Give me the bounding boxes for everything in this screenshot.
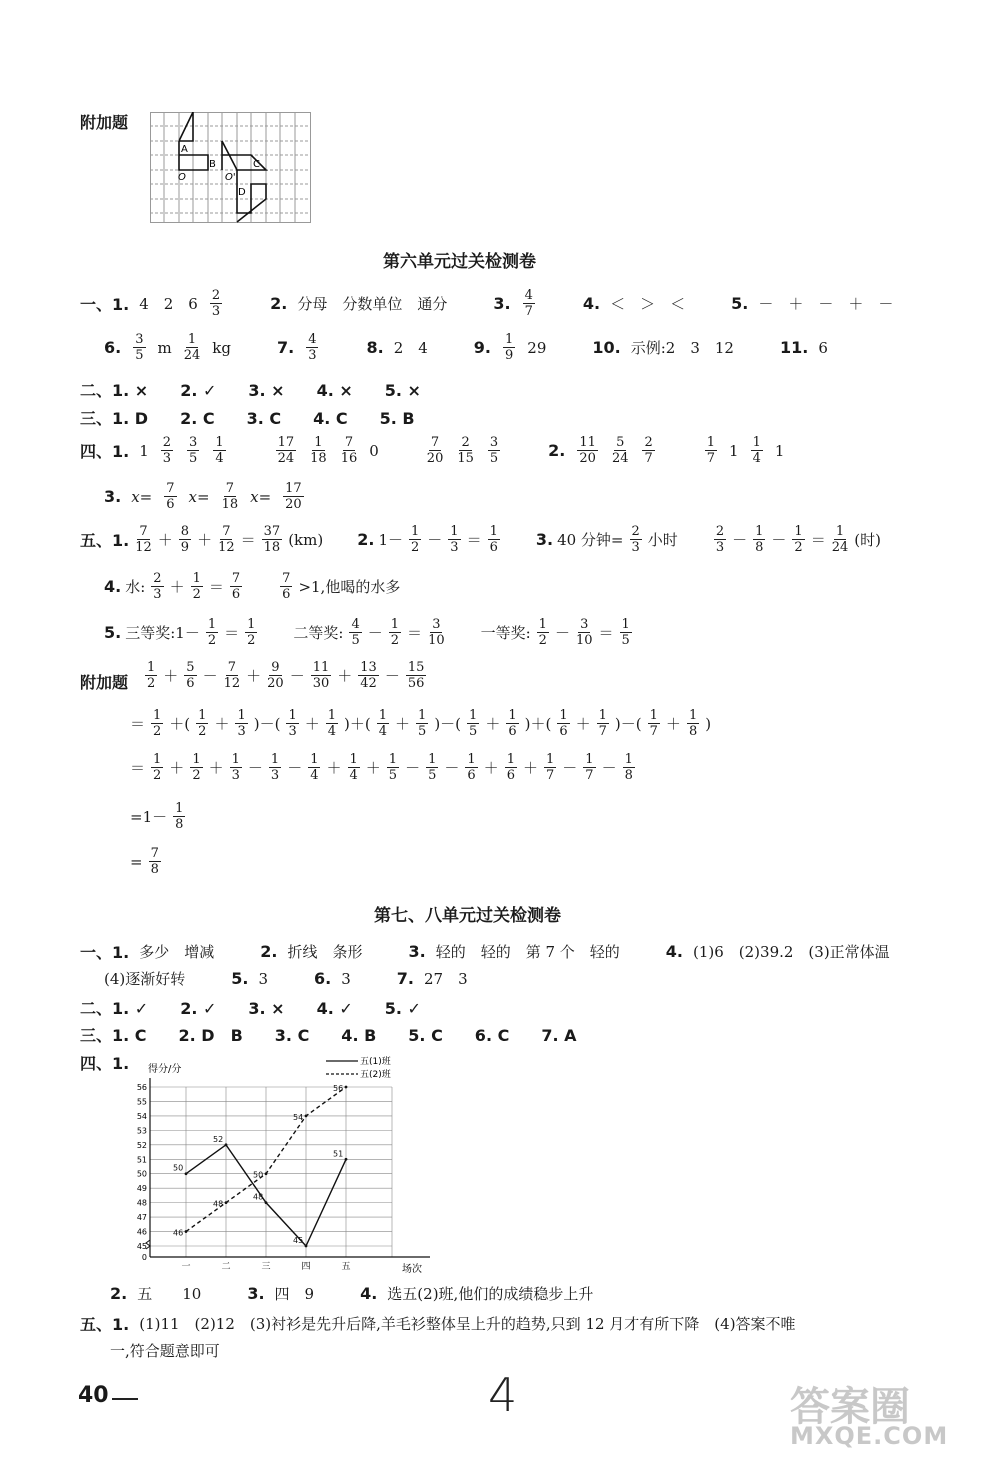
y-tick-label: 50 (136, 1169, 147, 1179)
q-number: 7. (276, 338, 295, 357)
unit6-q4-row2 (104, 481, 306, 512)
unit78-q5-row2: 一,符合题意即可 (110, 1342, 220, 1360)
fraction: $\frac{2}{3}$ (631, 524, 640, 555)
answer-text: 二等奖: (293, 624, 344, 642)
bonus2-result (130, 846, 163, 877)
x-category-label: 四 (301, 1262, 311, 1272)
fraction: 1 2 (247, 617, 256, 648)
fraction: 1 7 (585, 752, 594, 783)
fraction: $\frac{7}{18}$ (221, 481, 239, 512)
data-label: 46 (173, 1228, 184, 1238)
fraction: 1 3 (450, 524, 459, 555)
q-number: 5. (104, 623, 122, 642)
watermark-logo-text: 答案圈 (790, 1384, 910, 1430)
data-label: 52 (213, 1134, 224, 1144)
answer-text: 三等奖:1－ (125, 624, 200, 642)
y-tick-label: 56 (136, 1083, 147, 1092)
answer-text: 轻的 轻的 第 7 个 轻的 (435, 943, 620, 961)
y-tick-label: 48 (136, 1198, 147, 1208)
answer-text: 2 4 (393, 339, 428, 357)
x-category-label: 二 (221, 1262, 231, 1272)
fraction: 1 4 (349, 752, 358, 783)
fraction: 3 10 (428, 617, 445, 648)
answer-text: 3 (258, 969, 269, 988)
answer-text: (1)11 (2)12 (3)衬衫是先升后降,羊毛衫整体呈上升的趋势,只到 12 月才有所下降 (4)答案不唯 (139, 1315, 796, 1333)
fraction: 11 30 (312, 660, 330, 691)
bonus-label: 附加题 (80, 113, 129, 132)
answer-text: 40 分钟= (557, 531, 624, 549)
unit6-q2: 二、1. × 2. ✓ 3. × 4. × 5. × (80, 381, 421, 400)
bonus2-step1: ＝ 1 2 ＋( 1 2 ＋ 1 3 )－( 1 3 ＋ 1 4 )＋( 1 4 ＋ 1 5 )－( 1 5 ＋ 1 6 )＋( 1 6 ＋ 1 7 )－( 1 7 ＋ 1 8 ) (130, 708, 712, 739)
q-number: 四、1. (80, 442, 130, 461)
fraction: 1 5 (418, 708, 427, 739)
fraction: 13 42 (360, 660, 377, 691)
q-number: 4. (582, 294, 601, 313)
fraction: 1 7 (649, 708, 658, 739)
fraction: 2 7 (644, 435, 653, 466)
fraction: 15 56 (407, 660, 425, 691)
fraction: 7 12 (218, 524, 235, 555)
unit6-q1-row1 (80, 288, 893, 319)
fraction: 2 3 (211, 288, 221, 319)
answer-text: x= (131, 487, 153, 506)
fraction: 1 5 (469, 708, 478, 739)
answer-text: 多少 增减 (139, 943, 215, 961)
transform-grid-figure (150, 112, 312, 224)
q-number: 2. (110, 1284, 128, 1303)
data-point (185, 1172, 188, 1175)
unit6-q5-row2: 4. 水: 2 3 ＋ 1 2 ＝ 7 6 7 6 >1,他喝的水多 (104, 571, 401, 602)
unit78-q2: 二、1. ✓ 2. ✓ 3. × 4. ✓ 5. ✓ (80, 999, 421, 1018)
fraction: 7 20 (426, 435, 444, 466)
fraction: 7 6 (231, 571, 241, 602)
answer-text: 1 (729, 441, 739, 460)
fraction: 1 8 (624, 752, 633, 783)
fraction: 9 20 (267, 660, 284, 691)
fraction: 1 6 (506, 752, 515, 783)
fraction: 1 3 (288, 708, 297, 739)
y-tick-label: 49 (136, 1184, 147, 1194)
q-number: 7. (396, 969, 414, 988)
y-tick-label: 52 (136, 1140, 147, 1150)
unit-text: (km) (288, 530, 324, 549)
unit78-q1-row2 (104, 968, 468, 989)
answer-text: 6 (818, 338, 828, 357)
data-point (345, 1158, 348, 1161)
data-point (305, 1245, 308, 1248)
fraction: 7 16 (340, 435, 358, 466)
fraction: $\frac{7}{8}$ (150, 846, 159, 877)
unit6-q3: 三、1. D 2. C 3. C 4. C 5. B (80, 409, 415, 428)
page-number: 40 (78, 1383, 109, 1408)
fraction: 2 15 (457, 435, 474, 466)
grid-letter-o: O (178, 172, 186, 183)
bonus2-label: 附加题 (80, 673, 129, 692)
answer-text: 29 (527, 338, 547, 357)
answer-text: 水: (125, 578, 146, 596)
data-label: 50 (173, 1163, 184, 1173)
fraction: 5 6 (186, 660, 195, 691)
answer-text: 折线 条形 (287, 943, 363, 961)
q-number: 4. (104, 577, 122, 596)
fraction: 2 3 (715, 524, 725, 555)
y-tick-label: 55 (136, 1097, 147, 1107)
fraction: 1 8 (175, 801, 184, 832)
watermark-url-text: MXQE.COM (790, 1422, 949, 1450)
q-number: 五、1. (80, 531, 130, 550)
fraction: 1 2 (410, 524, 420, 555)
answer-text: 4 2 6 (139, 295, 198, 313)
data-label: 48 (213, 1199, 224, 1209)
answer-text: 1 (774, 441, 785, 460)
answer-text: 选五(2)班,他们的成绩稳步上升 (387, 1285, 594, 1303)
q-number: 3. (247, 1284, 265, 1303)
fraction: 1 3 (270, 752, 280, 783)
fraction: 7 12 (223, 660, 241, 691)
fraction: 1 4 (378, 708, 388, 739)
fraction: 3 5 (489, 435, 499, 466)
fraction: 7 6 (282, 571, 291, 602)
y-tick-label: 46 (136, 1227, 147, 1237)
answer-text: x= (188, 487, 210, 506)
fraction: 8 9 (180, 524, 190, 555)
answer-text: x= (250, 487, 272, 506)
q-number: 8. (366, 338, 384, 357)
unit6-title: 第六单元过关检测卷 (383, 252, 536, 272)
fraction: 2 3 (162, 435, 172, 466)
legend-series-2: 五(2)班 (360, 1070, 391, 1080)
fraction: 1 6 (508, 708, 517, 739)
q-number: 5. (231, 969, 249, 988)
fraction: 1 7 (598, 708, 607, 739)
answer-text: 0 (369, 441, 379, 460)
x-category-label: 一 (181, 1262, 191, 1272)
q-number: 3. (535, 530, 554, 549)
x-axis-label: 场次 (402, 1264, 422, 1275)
fraction: $\frac{7}{6}$ (166, 481, 175, 512)
q-number: 11. (779, 338, 809, 357)
fraction: 1 7 (706, 435, 716, 466)
answer-text: 一等奖: (480, 624, 531, 642)
fraction: 1 4 (327, 708, 337, 739)
unit78-q4-label: 四、1. (80, 1054, 130, 1073)
y-tick-label: 51 (136, 1155, 147, 1165)
unit-text: (时) (854, 531, 881, 549)
unit6-q1-row2 (104, 332, 828, 363)
q-number: 3. (104, 487, 122, 506)
answer-text: 五 10 (137, 1285, 202, 1303)
handwritten-mark: 4 (488, 1368, 518, 1422)
answer-text: 分母 分数单位 通分 (297, 295, 448, 313)
fraction: 1 2 (198, 708, 207, 739)
unit6-q5-row1: 五、1. 7 12 ＋ 8 9 ＋ 7 12 ＝ 37 18 (km) 2. 1－ 1 2 － 1 3 ＝ 1 6 3. 40 分钟= $\frac{2}{3}$ 小时 2 3 － 1 8 － 1 2 ＝ 1 24 (时) (80, 524, 881, 555)
fraction: 1 2 (207, 617, 217, 648)
fraction: 1 5 (621, 617, 630, 648)
answer-text: =1－ (130, 808, 168, 826)
q-number: 2. (270, 294, 288, 313)
answer-text: 1 (139, 441, 149, 460)
q-number: 6. (104, 338, 122, 357)
answer-text: (4)逐渐好转 (104, 970, 186, 988)
y-tick-label: 47 (136, 1213, 147, 1223)
fraction: 1 3 (237, 708, 246, 739)
data-label: 48 (253, 1192, 264, 1202)
fraction: 1 2 (147, 660, 156, 691)
fraction: 1 2 (192, 571, 201, 602)
answer-text: >1,他喝的水多 (298, 578, 401, 596)
answer-text: ＜ ＞ ＜ (610, 295, 686, 313)
answer-text: 四 9 (274, 1285, 315, 1303)
q-number: 9. (473, 338, 492, 357)
q-number: 3. (408, 942, 426, 961)
fraction: 1 24 (183, 332, 201, 363)
data-point (265, 1201, 268, 1204)
answer-text: 小时 (647, 531, 678, 549)
y-tick-label: 45 (136, 1242, 147, 1251)
data-label: 54 (293, 1112, 304, 1122)
q-number: 4. (665, 942, 683, 961)
data-point (265, 1172, 268, 1175)
grid-letter-a: A (181, 144, 188, 155)
fraction: 3 5 (189, 435, 198, 466)
data-label: 50 (253, 1170, 264, 1180)
fraction: 7 12 (135, 524, 152, 555)
q-number: 4. (360, 1284, 378, 1303)
unit78-q1-row1 (80, 940, 890, 963)
unit78-q5-row1 (80, 1312, 796, 1335)
fraction: 1 18 (310, 435, 327, 466)
fraction: 1 4 (310, 752, 319, 783)
fraction: 1 2 (153, 708, 162, 739)
grid-letter-c: C (253, 159, 260, 170)
grid-letter-o-prime: O' (225, 172, 236, 183)
q-number: 6. (314, 969, 332, 988)
answer-text: － ＋ － ＋ － (758, 295, 894, 313)
fraction: 1 5 (428, 752, 437, 783)
y-tick-label: 54 (136, 1111, 147, 1121)
answer-text: 27 3 (424, 970, 468, 988)
fraction: 1 2 (538, 617, 547, 648)
fraction: 4 5 (351, 617, 360, 648)
fraction: 17 24 (277, 435, 295, 466)
unit-text: kg (212, 338, 231, 357)
fraction: 1 6 (559, 708, 568, 739)
fraction: 1 5 (388, 752, 398, 783)
y-tick-label: 53 (136, 1126, 147, 1136)
data-point (345, 1086, 348, 1089)
answer-text: 示例:2 3 12 (630, 339, 734, 357)
q-number: 2. (357, 530, 375, 549)
q-number: 2. (260, 942, 278, 961)
unit78-q3: 三、1. C 2. D B 3. C 4. B 5. C 6. C 7. A (80, 1026, 577, 1045)
fraction: 4 3 (308, 332, 317, 363)
grid-letter-d: D (238, 187, 246, 198)
fraction: 1 24 (831, 524, 849, 555)
fraction: 1 2 (794, 524, 803, 555)
bonus2-expression: 1 2 ＋ 5 6 － 7 12 ＋ 9 20 － 11 30 ＋ 13 42 － 15 56 (147, 660, 425, 691)
data-label: 56 (333, 1084, 344, 1093)
fraction: 1 9 (505, 332, 514, 363)
fraction: 11 20 (579, 435, 596, 466)
chart-y-ticks (137, 1083, 147, 1262)
data-label: 45 (293, 1236, 304, 1245)
fraction: 1 6 (467, 752, 476, 783)
data-point (305, 1115, 308, 1118)
fraction: 1 2 (153, 752, 162, 783)
bonus2-step3 (130, 801, 187, 832)
grid-letter-b: B (209, 159, 216, 170)
fraction: 5 24 (611, 435, 629, 466)
fraction: 1 8 (755, 524, 764, 555)
fraction: 1 7 (545, 752, 555, 783)
q-number: 2. (548, 441, 566, 460)
unit6-q5-row3: 5. 三等奖:1－ 1 2 ＝ 1 2 二等奖: 4 5 － 1 2 ＝ 3 10 一等奖: 1 2 － 3 10 ＝ 1 5 (104, 617, 630, 648)
q-number: 一、1. (80, 943, 130, 962)
unit6-q4-row1 (80, 435, 784, 466)
answer-text: 3 (341, 969, 351, 988)
fraction: $\frac{17}{20}$ (285, 481, 302, 512)
data-point (225, 1143, 228, 1146)
fraction: 1 4 (752, 435, 761, 466)
fraction: 37 18 (263, 524, 281, 555)
q-number: 3. (493, 294, 511, 313)
bonus2-step2: ＝ 1 2 ＋ 1 2 ＋ 1 3 － 1 3 － 1 4 ＋ 1 4 ＋ 1 5 － 1 5 － 1 6 ＋ 1 6 ＋ 1 7 － 1 7 － 1 8 (130, 752, 633, 783)
chart-legend (326, 1055, 391, 1080)
unit-text: m (157, 338, 172, 357)
data-point (225, 1201, 228, 1204)
chart-x-categories (181, 1261, 350, 1272)
page-number-dash (112, 1398, 138, 1400)
score-line-chart (130, 1050, 440, 1280)
unit78-title: 第七、八单元过关检测卷 (374, 906, 561, 926)
answer-text: (1)6 (2)39.2 (3)正常体温 (693, 943, 890, 961)
fraction: 3 10 (575, 617, 593, 648)
fraction: 4 7 (524, 288, 533, 319)
unit78-q4-row2 (110, 1283, 593, 1304)
fraction: 3 5 (135, 332, 144, 363)
q-number: 5. (731, 294, 749, 313)
fraction: 1 2 (390, 617, 400, 648)
legend-series-1: 五(1)班 (360, 1057, 391, 1067)
x-category-label: 三 (261, 1262, 271, 1272)
fraction: 1 6 (489, 524, 498, 555)
data-label: 51 (333, 1149, 344, 1159)
x-category-label: 五 (341, 1262, 351, 1272)
q-number: 一、1. (80, 295, 130, 314)
fraction: 2 3 (153, 571, 162, 602)
y-tick-label: 0 (141, 1253, 147, 1262)
fraction: 1 2 (192, 752, 201, 783)
fraction: 1 8 (688, 708, 698, 739)
y-axis-label: 得分/分 (148, 1064, 182, 1075)
fraction: 1 4 (215, 435, 224, 466)
q-number: 五、1. (80, 1315, 130, 1334)
fraction: 1 3 (231, 752, 240, 783)
q-number: 10. (592, 338, 621, 357)
data-point (185, 1230, 188, 1233)
answer-text: = (130, 852, 143, 871)
